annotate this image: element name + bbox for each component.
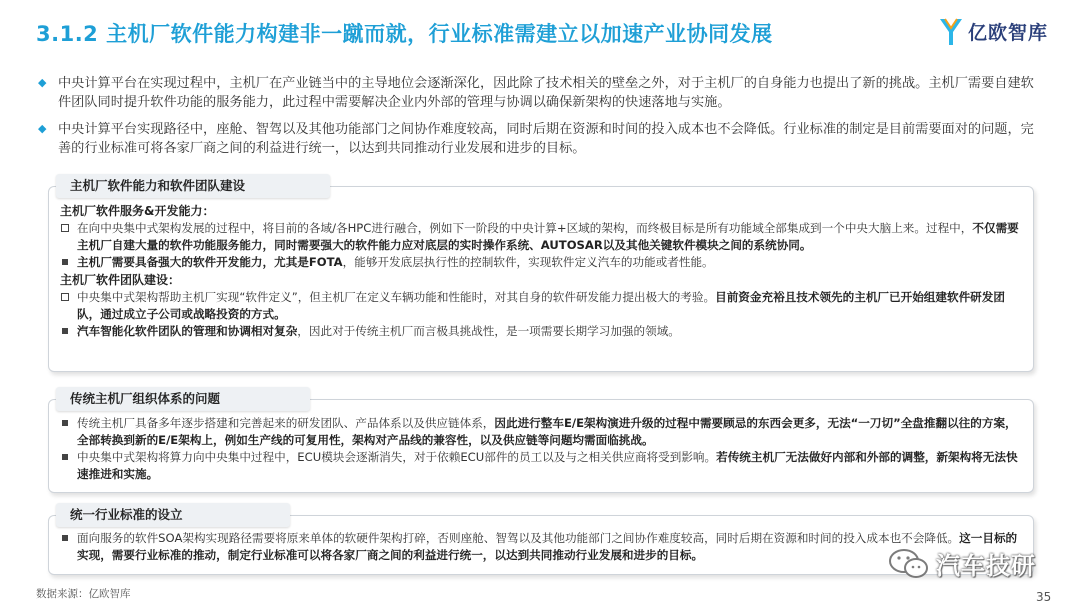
item-bold-text: 目前资金充裕且技术领先的主机厂已开始组建软件研发团队，通过成立子公司或战略投资的方式。: [77, 290, 1005, 321]
square-outline-bullet-icon: [61, 293, 69, 301]
subheading: 主机厂软件服务&开发能力：: [60, 204, 215, 218]
list-item: [60, 323, 1020, 340]
item-text: 传统主机厂具备多年逐步搭建和完善起来的研发团队、产品体系以及供应链体系，: [77, 416, 495, 430]
item-bold-text: 主机厂需要具备强大的软件开发能力，尤其是FOTA: [77, 255, 343, 269]
item-bold-text: 这一目标的实现，需要行业标准的推动，制定行业标准可以将各家厂商之间的利益进行统一，以达到共同推动行业发展和进步的目标。: [77, 531, 1018, 562]
item-bold-text: 若传统主机厂无法做好内部和外部的调整，新架构将无法快速推进和实施。: [77, 450, 1018, 481]
intro-bullet: [36, 120, 1046, 158]
intro-bullet: [36, 74, 1046, 112]
list-item: [60, 289, 1020, 323]
item-text: 面向服务的软件SOA架构实现路径需要将原来单体的软硬件架构打碎，否则座舱、智驾以及其他功能部门之间协作难度较高，同时后期在资源和时间的投入成本也不会降低。: [77, 531, 960, 545]
item-bold-text: 因此进行整车E/E架构演进升级的过程中需要顾忌的东西会更多，无法“一刀切”全盘推翻以往的方案，全部转换到新的E/E架构上，例如生产线的可复用性，架构对产品线的兼容性，以及供应链等问题均需面临挑战。: [77, 416, 1017, 447]
item-text: ，能够开发底层执行性的控制软件，实现软件定义汽车的功能或者性能。: [342, 255, 714, 269]
section-tab-standard: 统一行业标准的设立: [56, 503, 290, 527]
square-bullet-icon: [62, 535, 68, 541]
section-tab-software: 主机厂软件能力和软件团队建设: [56, 174, 330, 198]
item-text: ，因此对于传统主机厂而言极具挑战性，是一项需要长期学习加强的领域。: [297, 324, 680, 338]
square-bullet-icon: [62, 454, 68, 460]
page-number: 35: [1036, 590, 1052, 604]
data-source: 数据来源：亿欧智库: [36, 588, 131, 600]
list-item: [60, 254, 1020, 271]
bullet-text: 中央计算平台实现路径中，座舱、智驾以及其他功能部门之间协作难度较高，同时后期在资源和时间的投入成本也不会降低。行业标准的制定是目前需要面对的问题，完善的行业标准可将各家厂商之间的利益进行统一，以达到共同推动行业发展和进步的目标。: [58, 122, 1034, 156]
watermark-text: 汽车技研: [936, 552, 1036, 580]
item-text: 在向中央集中式架构发展的过程中，将目前的各域/各HPC进行融合，例如下一阶段的中央计算+区域的架构，而终极目标是所有功能域全部集成到一个中央大脑上来。过程中，: [77, 221, 973, 235]
square-bullet-icon: [62, 420, 68, 426]
item-bold-text: 汽车智能化软件团队的管理和协调相对复杂: [77, 324, 298, 338]
brand-logo: [938, 14, 1048, 48]
diamond-bullet-icon: ◆: [38, 76, 47, 89]
item-text: 中央集中式架构将算力向中央集中过程中，ECU模块会逐渐消失，对于依赖ECU部件的员工以及与之相关供应商将受到影响。: [77, 450, 717, 464]
list-item: [60, 530, 1020, 564]
diamond-bullet-icon: ◆: [38, 122, 47, 135]
square-bullet-icon: [62, 328, 68, 334]
page-title: 3.1.2 主机厂软件能力构建非一蹴而就，行业标准需建立以加速产业协同发展: [36, 22, 773, 46]
square-bullet-icon: [62, 259, 68, 265]
watermark: [888, 546, 1036, 581]
intro-bullets: [36, 74, 1046, 166]
square-outline-bullet-icon: [61, 224, 69, 232]
subheading: 主机厂软件团队建设：: [60, 273, 181, 287]
section-content-organization: [60, 415, 1020, 483]
item-text: 中央集中式架构帮助主机厂实现“软件定义”，但主机厂在定义车辆功能和性能时，对其自身的软件研发能力提出极大的考验。: [77, 290, 716, 304]
list-item: [60, 415, 1020, 449]
yiou-logo-icon: [938, 16, 964, 46]
section-content-standard: [60, 530, 1020, 564]
bullet-text: 中央计算平台在实现过程中，主机厂在产业链当中的主导地位会逐渐深化，因此除了技术相关的壁垒之外，对于主机厂的自身能力也提出了新的挑战。主机厂需要自建软件团队同时提升软件功能的服务能力，此过程中需要解决企业内外部的管理与协调以确保新架构的快速落地与实施。: [58, 76, 1034, 110]
list-item: [60, 220, 1020, 254]
list-item: [60, 449, 1020, 483]
logo-text: 亿欧智库: [968, 21, 1049, 44]
section-tab-organization: 传统主机厂组织体系的问题: [56, 387, 310, 411]
section-content-software: [60, 202, 1020, 340]
item-bold-text: 不仅需要主机厂自建大量的软件功能服务能力，同时需要强大的软件能力应对底层的实时操作系统、AUTOSAR以及其他关键软件模块之间的系统协同。: [77, 221, 1019, 252]
wechat-icon: [888, 547, 930, 581]
